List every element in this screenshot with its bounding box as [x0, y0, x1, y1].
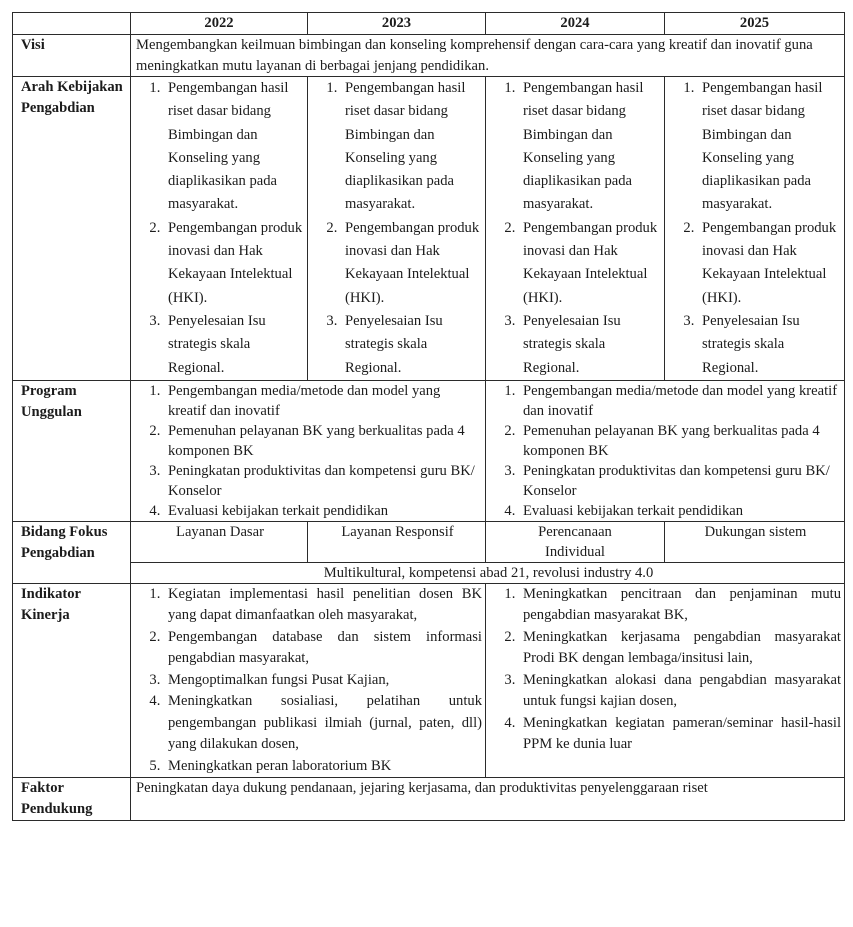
bidang-fokus-label: Bidang Fokus Pengabdian: [13, 521, 131, 583]
visi-label: Visi: [13, 35, 131, 77]
list-item: 4. Meningkatkan kegiatan pameran/seminar hasil-hasil PPM ke dunia luar: [519, 713, 841, 756]
bidang-fokus-dukungan-sistem: Dukungan sistem: [665, 521, 845, 562]
list-item: 2. Meningkatkan kerjasama pengabdian masyarakat Prodi BK dengan lembaga/insitusi lain,: [519, 627, 841, 670]
arah-kebijakan-2025: [665, 77, 845, 381]
list-item: 4. Meningkatkan sosialiasi, pelatihan untuk pengembangan publikasi ilmiah (jurnal, paten, dll) yang dilakukan dosen,: [164, 691, 482, 756]
arah-kebijakan-2024: [486, 77, 665, 381]
document-page: [12, 12, 845, 821]
indikator-kinerja-right: [486, 583, 845, 778]
list-item: 1. Pengembangan hasil riset dasar bidang Bimbingan dan Konseling yang diaplikasikan pada masyarakat.: [519, 77, 661, 217]
roadmap-table: [12, 12, 845, 821]
bidang-fokus-row: [13, 521, 845, 562]
faktor-pendukung-row: [13, 778, 845, 821]
list-item: 3. Meningkatkan alokasi dana pengabdian masyarakat untuk fungsi kajian dosen,: [519, 670, 841, 713]
program-unggulan-label: Program Unggulan: [13, 380, 131, 521]
list-item: 2. Pemenuhan pelayanan BK yang berkualitas pada 4 komponen BK: [164, 421, 482, 461]
year-2024-header: 2024: [486, 13, 665, 35]
list-item: 2. Pengembangan produk inovasi dan Hak Kekayaan Intelektual (HKI).: [698, 217, 841, 310]
arah-kebijakan-2023: [308, 77, 486, 381]
list-item: 1. Meningkatkan pencitraan dan penjaminan mutu pengabdian masyarakat BK,: [519, 584, 841, 627]
list-item: 5. Meningkatkan peran laboratorium BK: [164, 756, 482, 778]
list-item: 2. Pengembangan database dan sistem informasi pengabdian masyarakat,: [164, 627, 482, 670]
list-item: 3. Penyelesaian Isu strategis skala Regional.: [698, 310, 841, 380]
list-item: 2. Pengembangan produk inovasi dan Hak Kekayaan Intelektual (HKI).: [519, 217, 661, 310]
year-2025-header: 2025: [665, 13, 845, 35]
list-item: 3. Penyelesaian Isu strategis skala Regional.: [164, 310, 304, 380]
list-item: 3. Penyelesaian Isu strategis skala Regional.: [519, 310, 661, 380]
list-item: 3. Peningkatan produktivitas dan kompetensi guru BK/ Konselor: [519, 461, 841, 501]
list-item: 3. Peningkatan produktivitas dan kompetensi guru BK/ Konselor: [164, 461, 482, 501]
list-item: 1. Pengembangan hasil riset dasar bidang Bimbingan dan Konseling yang diaplikasikan pada masyarakat.: [341, 77, 482, 217]
list-item: 1. Pengembangan hasil riset dasar bidang Bimbingan dan Konseling yang diaplikasikan pada masyarakat.: [698, 77, 841, 217]
indikator-kinerja-left: [131, 583, 486, 778]
bidang-fokus-layanan-responsif: Layanan Responsif: [308, 521, 486, 562]
arah-kebijakan-2022: [131, 77, 308, 381]
bidang-fokus-shared-row: [13, 562, 845, 583]
visi-text: Mengembangkan keilmuan bimbingan dan konseling komprehensif dengan cara-cara yang kreatif dan inovatif guna meningkatkan mutu layanan di berbagai jenjang pendidikan.: [131, 35, 845, 77]
arah-kebijakan-label: Arah Kebijakan Pengabdian: [13, 77, 131, 381]
year-2022-header: 2022: [131, 13, 308, 35]
list-item: 2. Pemenuhan pelayanan BK yang berkualitas pada 4 komponen BK: [519, 421, 841, 461]
list-item: 2. Pengembangan produk inovasi dan Hak Kekayaan Intelektual (HKI).: [341, 217, 482, 310]
list-item: 1. Kegiatan implementasi hasil penelitian dosen BK yang dapat dimanfaatkan oleh masyarakat,: [164, 584, 482, 627]
header-row: [13, 13, 845, 35]
list-item: 3. Penyelesaian Isu strategis skala Regional.: [341, 310, 482, 380]
list-item: 1. Pengembangan hasil riset dasar bidang Bimbingan dan Konseling yang diaplikasikan pada masyarakat.: [164, 77, 304, 217]
list-item: 4. Evaluasi kebijakan terkait pendidikan: [519, 501, 841, 521]
list-item: 1. Pengembangan media/metode dan model yang kreatif dan inovatif: [519, 381, 841, 421]
visi-row: [13, 35, 845, 77]
arah-kebijakan-row: [13, 77, 845, 381]
list-item: 1. Pengembangan media/metode dan model yang kreatif dan inovatif: [164, 381, 482, 421]
indikator-kinerja-row: [13, 583, 845, 778]
program-unggulan-2024-2025: [486, 380, 845, 521]
header-blank-cell: [13, 13, 131, 35]
program-unggulan-row: [13, 380, 845, 521]
faktor-pendukung-label: Faktor Pendukung: [13, 778, 131, 821]
list-item: 3. Mengoptimalkan fungsi Pusat Kajian,: [164, 670, 482, 692]
program-unggulan-2022-2023: [131, 380, 486, 521]
bidang-fokus-shared: Multikultural, kompetensi abad 21, revolusi industry 4.0: [131, 562, 845, 583]
faktor-pendukung-text: Peningkatan daya dukung pendanaan, jejaring kerjasama, dan produktivitas penyelenggaraan riset: [131, 778, 845, 821]
indikator-kinerja-label: Indikator Kinerja: [13, 583, 131, 778]
bidang-fokus-layanan-dasar: Layanan Dasar: [131, 521, 308, 562]
year-2023-header: 2023: [308, 13, 486, 35]
list-item: 2. Pengembangan produk inovasi dan Hak Kekayaan Intelektual (HKI).: [164, 217, 304, 310]
list-item: 4. Evaluasi kebijakan terkait pendidikan: [164, 501, 482, 521]
bidang-fokus-perencanaan-individual: Perencanaan Individual: [486, 521, 665, 562]
